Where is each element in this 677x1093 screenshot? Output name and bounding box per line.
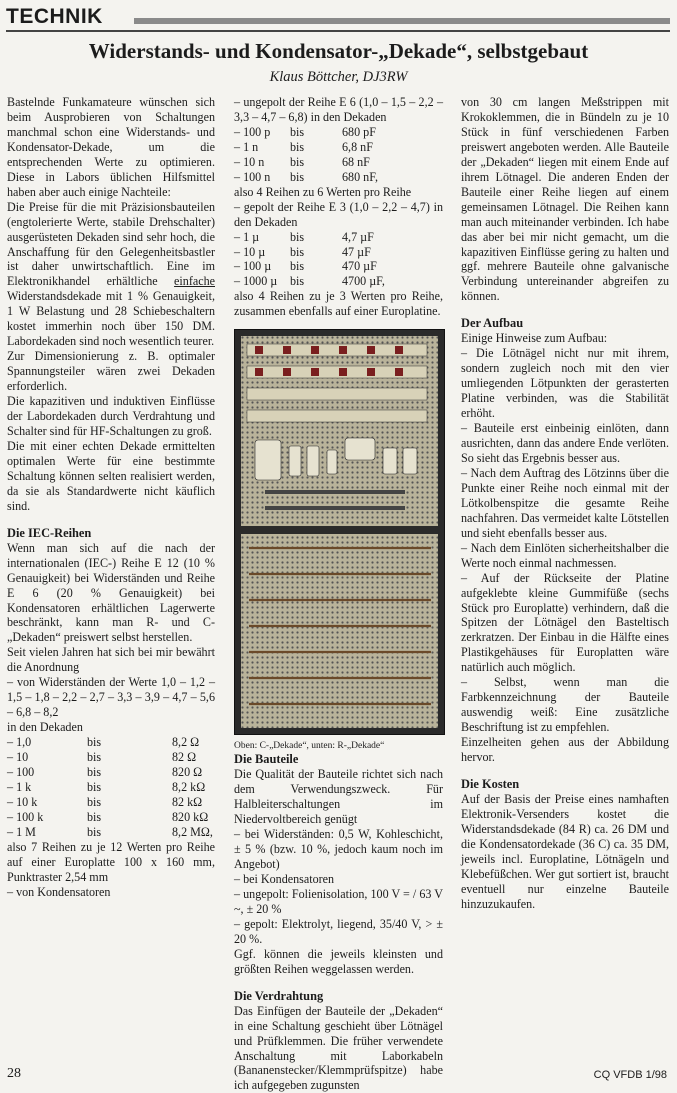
resistor-decade-table (7, 735, 213, 840)
paragraph: – Bauteile erst einbeinig einlöten, dann ausrichten, dann das andere Ende verlöten. So sieht das Ergebnis besser aus. (461, 421, 669, 465)
article-title: Widerstands- und Kondensator-„Dekade“, selbstgebaut (88, 39, 589, 63)
value-cell: bis (87, 779, 102, 794)
paragraph: – gepolt: Elektrolyt, liegend, 35/40 V, > ± 20 %. (234, 916, 443, 946)
value-cell: – 1 µ (234, 229, 260, 244)
value-row (7, 735, 213, 750)
value-row (7, 795, 213, 810)
value-cell: bis (290, 169, 305, 184)
value-cell: – 100 n (234, 169, 271, 184)
paragraph: – bei Widerständen: 0,5 W, Kohleschicht, ± 5 % (bzw. 10 %, jedoch kaum noch im Angebot) (234, 827, 443, 872)
value-cell: – 10 (7, 750, 29, 765)
value-cell: – 10 µ (234, 244, 266, 259)
paragraph: Zur Dimensionierung z. B. optimaler Spannungsteiler wären zwei Dekaden erforderlich. (7, 349, 215, 394)
value-cell: 680 nF, (342, 169, 378, 184)
paragraph: Auf der Basis der Preise eines namhaften Elektronik-Versenders kostet die Widerstandsdekade (84 R) ca. 26 DM und die Kondensatordekade (36 C) ca. 35 DM, jeweils incl. Europlatine, Lötnägeln und Klebefüßchen. Wer gut sortiert ist, braucht eventuell nur einzelne Bauteile hinzuzukaufen. (461, 791, 669, 911)
value-cell: – 1 k (7, 779, 32, 794)
value-cell: 8,2 Ω (172, 735, 200, 750)
value-row (234, 125, 443, 140)
value-cell: bis (290, 139, 305, 154)
value-row (234, 140, 443, 155)
paragraph: – gepolt der Reihe E 3 (1,0 – 2,2 – 4,7) in den Dekaden (234, 199, 443, 229)
value-row (234, 230, 443, 245)
value-cell: bis (290, 274, 305, 289)
paragraph: – Selbst, wenn man die Farbkennzeichnung der Bauteile auswendig weiß: Eine zusätzliche Beschriftung ist zu empfehlen. (461, 675, 669, 735)
value-row (7, 810, 213, 825)
value-cell: bis (87, 750, 102, 765)
paragraph: – ungepolt: Folienisolation, 100 V = / 63 V ~, ± 20 % (234, 886, 443, 916)
value-cell: – 100 k (7, 809, 44, 824)
value-row (7, 780, 213, 795)
heading-kosten: Die Kosten (461, 776, 520, 791)
heading-iec: Die IEC-Reihen (7, 525, 92, 540)
value-cell: 820 kΩ (172, 809, 209, 824)
paragraph: Einige Hinweise zum Aufbau: (461, 331, 608, 346)
value-row (7, 825, 213, 840)
value-cell: bis (87, 824, 102, 839)
paragraph: Ggf. können die jeweils kleinsten und größten Reihen weggelassen werden. (234, 946, 443, 976)
value-cell: 6,8 nF (342, 139, 373, 154)
paragraph: in den Dekaden (7, 720, 83, 735)
heading-bauteile: Die Bauteile (234, 752, 299, 767)
top-rule (6, 30, 670, 32)
value-cell: – 10 k (7, 794, 38, 809)
value-row (7, 765, 213, 780)
paragraph: Die mit einer echten Dekade ermittelten optimalen Werte für eine bestimmte Schaltung können selten realisiert werden, da sie als Standardwerte nicht käuflich sind. (7, 438, 215, 513)
page-number: 28 (7, 1066, 21, 1081)
elko-decade-table (234, 230, 443, 290)
value-cell: bis (290, 259, 305, 274)
value-cell: bis (290, 229, 305, 244)
value-cell: – 100 p (234, 124, 271, 139)
paragraph: also 4 Reihen zu 6 Werten pro Reihe (234, 184, 412, 199)
value-row (234, 274, 443, 289)
value-row (234, 245, 443, 260)
value-row (234, 170, 443, 185)
value-cell: 8,2 MΩ, (172, 824, 213, 839)
value-cell: – 1 n (234, 139, 259, 154)
value-row (234, 155, 443, 170)
value-cell: bis (290, 244, 305, 259)
column-3 (461, 95, 669, 912)
paragraph: also 4 Reihen zu je 3 Werten pro Reihe, zusammen ebenfalls auf einer Europlatine. (234, 289, 443, 319)
value-cell: – 100 (7, 764, 35, 779)
article-author: Klaus Böttcher, DJ3RW (269, 69, 408, 85)
value-cell: 82 Ω (172, 750, 197, 765)
value-cell: bis (290, 124, 305, 139)
paragraph: – Nach dem Einlöten sicherheitshalber die Werte noch einmal nachmessen. (461, 540, 669, 570)
value-cell: bis (87, 735, 102, 750)
paragraph: – von Widerständen der Werte 1,0 – 1,2 – 1,5 – 1,8 – 2,2 – 2,7 – 3,3 – 3,9 – 4,7 – 5,6 – 6,8 – 8,2 (7, 675, 215, 720)
paragraph: – bei Kondensatoren (234, 871, 335, 886)
paragraph: Das Einfügen der Bauteile der „Dekaden“ in eine Schaltung geschieht über Lötnägel und Prüfklemmen. Die früher verwendete Anschaltung mit Laborkabeln (Bananenstecker/Klemmprüfspitze) habe ich aufgegeben zugunsten (234, 1003, 443, 1093)
value-cell: 470 µF (342, 259, 377, 274)
paragraph: von 30 cm langen Meßstrippen mit Krokoklemmen, die in Bündeln zu je 10 Stück in fünf verschiedenen Farben preiswert angeboten werden. Alle Bauteile der „Dekaden“ liegen mit einem Ende auf ihrem Lötnagel. Die anderen Enden der Bauteile einer Reihe liegen auf einem gemeinsamen Lötnagel. Die Reihen kann man auch miteinander verbinden. Ich habe das aber bei mir nicht gemacht, um die kapazitiven Einflüsse gering zu halten und ggf. mehrere Bauteile ohne galvanische Verbindung untereinander abgreifen zu können. (461, 95, 669, 304)
column-1 (7, 95, 215, 900)
paragraph: – von Kondensatoren (7, 884, 111, 899)
value-cell: bis (87, 764, 102, 779)
heading-verdrahtung: Die Verdrahtung (234, 988, 324, 1003)
heading-aufbau: Der Aufbau (461, 316, 524, 331)
paragraph: Die kapazitiven und induktiven Einflüsse der Labordekaden durch Verdrahtung und Schalter sind für HF-Schaltungen zu groß. (7, 394, 215, 438)
section-rule (134, 18, 670, 24)
value-cell: 4,7 µF (342, 229, 374, 244)
value-cell: bis (87, 809, 102, 824)
value-cell: 8,2 kΩ (172, 779, 206, 794)
value-cell: – 10 n (234, 154, 265, 169)
paragraph: Einzelheiten gehen aus der Abbildung hervor. (461, 735, 669, 765)
paragraph: Wenn man sich auf die nach der internationalen (IEC-) Reihe E 12 (10 % Genauigkeit) bei Widerständen und Reihe E 6 (20 % Genauigkeit) bei Kondensatoren erhältlichen Lagerwerte beschränkt, kann man R- und C-„Dekaden“ preiswert selbst herstellen. (7, 540, 215, 645)
value-cell: 820 Ω (172, 764, 203, 779)
section-header (6, 5, 670, 29)
value-row (234, 259, 443, 274)
paragraph: Die Preise für die mit Präzisionsbauteilen (engtolerierte Werte, stabile Drehschalter) ausgerüsteten Dekaden sind sehr hoch, die Anschaffung für den Gelegenheitsbastler ist daher unwirtschaftlich. Eine im Elektronikhandel erhältliche einfache Widerstandsdekade mit 1 % Genauigkeit, 1 W Belastung und 28 Schiebeschaltern kostet immerhin noch über 150 DM. Labordekaden sind noch wesentlich teurer. (7, 199, 215, 349)
paragraph: Bastelnde Funkamateure wünschen sich beim Ausprobieren von Schaltungen manchmal schon eine Widerstands- und Kondensator-Dekade, um die entsprechenden Werte zu optimieren. Diese in Labors üblichen Hilfsmittel haben aber auch einige Nachteile: (7, 95, 215, 199)
value-cell: 82 kΩ (172, 794, 203, 809)
underlined-word: einfache (174, 274, 215, 289)
value-cell: – 100 µ (234, 259, 272, 274)
section-label: TECHNIK (6, 5, 103, 28)
value-row (7, 750, 213, 765)
value-cell: bis (87, 794, 102, 809)
value-cell: 47 µF (342, 244, 371, 259)
publication-source: CQ VFDB 1/98 (593, 1069, 667, 1081)
paragraph: also 7 Reihen zu je 12 Werten pro Reihe auf einer Europlatte 100 x 160 mm, Punktraster 2,54 mm (7, 839, 215, 884)
value-cell: – 1000 µ (234, 274, 278, 289)
photo-caption: Oben: C-„Dekade“, unten: R-„Dekade“ (234, 741, 385, 752)
paragraph: Die Qualität der Bauteile richtet sich nach dem Verwendungszweck. Für Halbleiterschaltungen im Niedervoltbereich genügt (234, 767, 443, 827)
value-cell: 68 nF (342, 154, 370, 169)
paragraph: – ungepolt der Reihe E 6 (1,0 – 1,5 – 2,2 – 3,3 – 4,7 – 6,8) in den Dekaden (234, 95, 443, 124)
value-cell: bis (290, 154, 305, 169)
value-cell: 4700 µF, (342, 274, 385, 289)
value-cell: – 1 M (7, 824, 36, 839)
value-cell: – 1,0 (7, 735, 32, 750)
paragraph: – Nach dem Auftrag des Lötzinns über die Punkte einer Reihe noch einmal mit der Lötkolbenspitze die gesamte Reihe nachfahren. Das vermeidet kalte Lötstellen und sieht ebenfalls besser aus. (461, 465, 669, 540)
paragraph: – Auf der Rückseite der Platine aufgeklebte kleine Gummifüße (sechs Stück pro Europlatte) verhindern, daß die Spitzen der Lötnägel den Basteltisch zerkratzen. Der Einbau in die Hälfte eines Plastikgehäuses für Europlatten wäre natürlich auch möglich. (461, 570, 669, 675)
paragraph: Seit vielen Jahren hat sich bei mir bewährt die Anordnung (7, 645, 215, 675)
column-2 (234, 95, 443, 1093)
value-cell: 680 pF (342, 124, 376, 139)
capacitor-decade-table (234, 125, 443, 185)
paragraph: – Die Lötnägel nicht nur mit ihrem, sondern zugleich noch mit den vier umliegenden Lötpunkten der gerasterten Platine verbinden, was die Stabilität erhöht. (461, 346, 669, 421)
decade-boards-photo (234, 329, 445, 735)
